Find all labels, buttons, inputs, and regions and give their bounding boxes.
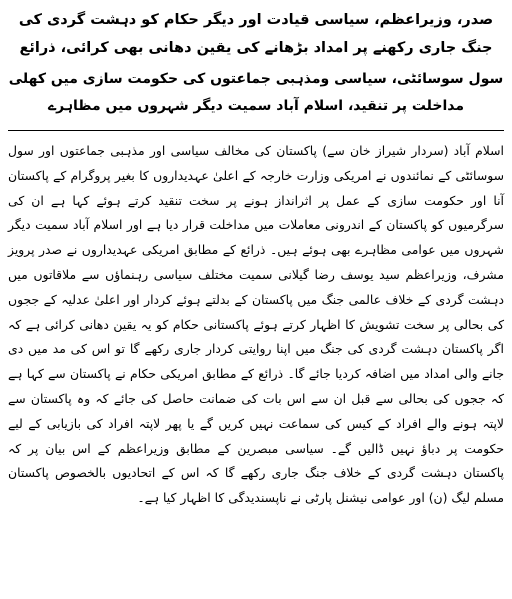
article-body: اسلام آباد (سردار شیراز خان سے) پاکستان کی مخالف سیاسی اور مذہبی جماعتوں اور سول سوسائٹی کے نمائندوں نے امریکی وزارت خارجہ کے اعلیٰ عہدیداروں کا بغیر پروگرام کے پاکستان آنا اور حکومت سازی کے عمل پر اثرانداز ہونے پر سخت تنقید کرتے ہوئے کہا ہے ان کی سرگرمیوں کو پاکستان کے اندرونی معاملات میں مداخلت قرار دیا ہے اور اسلام آباد سمیت دیگر شہروں میں عوامی مظاہرے بھی ہوئے ہیں۔ ذرائع کے مطابق امریکی عہدیداروں نے صدر پرویز مشرف، وزیراعظم سید یوسف رضا گیلانی سمیت مختلف سیاسی رہنماؤں سے ملاقاتوں میں دہشت گردی کے خلاف عالمی جنگ میں پاکستان کے بدلتے ہوئے کردار اور اعلیٰ عدلیہ کے ججوں کی بحالی پر سخت تشویش کا اظہار کرتے ہوئے پاکستانی حکام کو یہ یقین دھانی کرائی ہے کہ اگر پاکستان دہشت گردی کی جنگ میں اپنا روایتی کردار جاری رکھے گا تو اس کی مد میں دی جانے والی امداد میں اضافہ کردیا جائے گا۔ ذرائع کے مطابق امریکی حکام نے پاکستان سے کہا ہے کہ ججوں کی بحالی سے قبل ان سے اس بات کی ضمانت حاصل کی جائے کہ وہ پاکستان سے لاپتہ ہونے والے افراد کے کیس کی سماعت نہیں کریں گے یا پھر لاپتہ افراد کی بازیابی کے لیے حکومت پر دباؤ نہیں ڈالیں گے۔ سیاسی مبصرین کے مطابق وزیراعظم کے اس بیان پر کہ پاکستان دہشت گردی کے خلاف جنگ جاری رکھے گا کہ اس کے اتحادیوں بالخصوص پاکستان مسلم لیگ (ن) اور عوامی نیشنل پارٹی نے ناپسندیدگی کا اظہار کیا ہے۔ (8, 143, 504, 506)
article-headline: صدر، وزیراعظم، سیاسی قیادت اور دیگر حکام کو دہشت گردی کی جنگ جاری رکھنے پر امداد بڑھانے کی یقین دھانی بھی کرائی، ذرائع (18, 12, 494, 56)
divider (8, 130, 504, 131)
article-subheadline: سول سوسائٹی، سیاسی ومذہبی جماعتوں کی حکومت سازی میں کھلی مداخلت پر تنقید، اسلام آباد سمیت دیگر شہروں میں مظاہرے (8, 71, 504, 114)
